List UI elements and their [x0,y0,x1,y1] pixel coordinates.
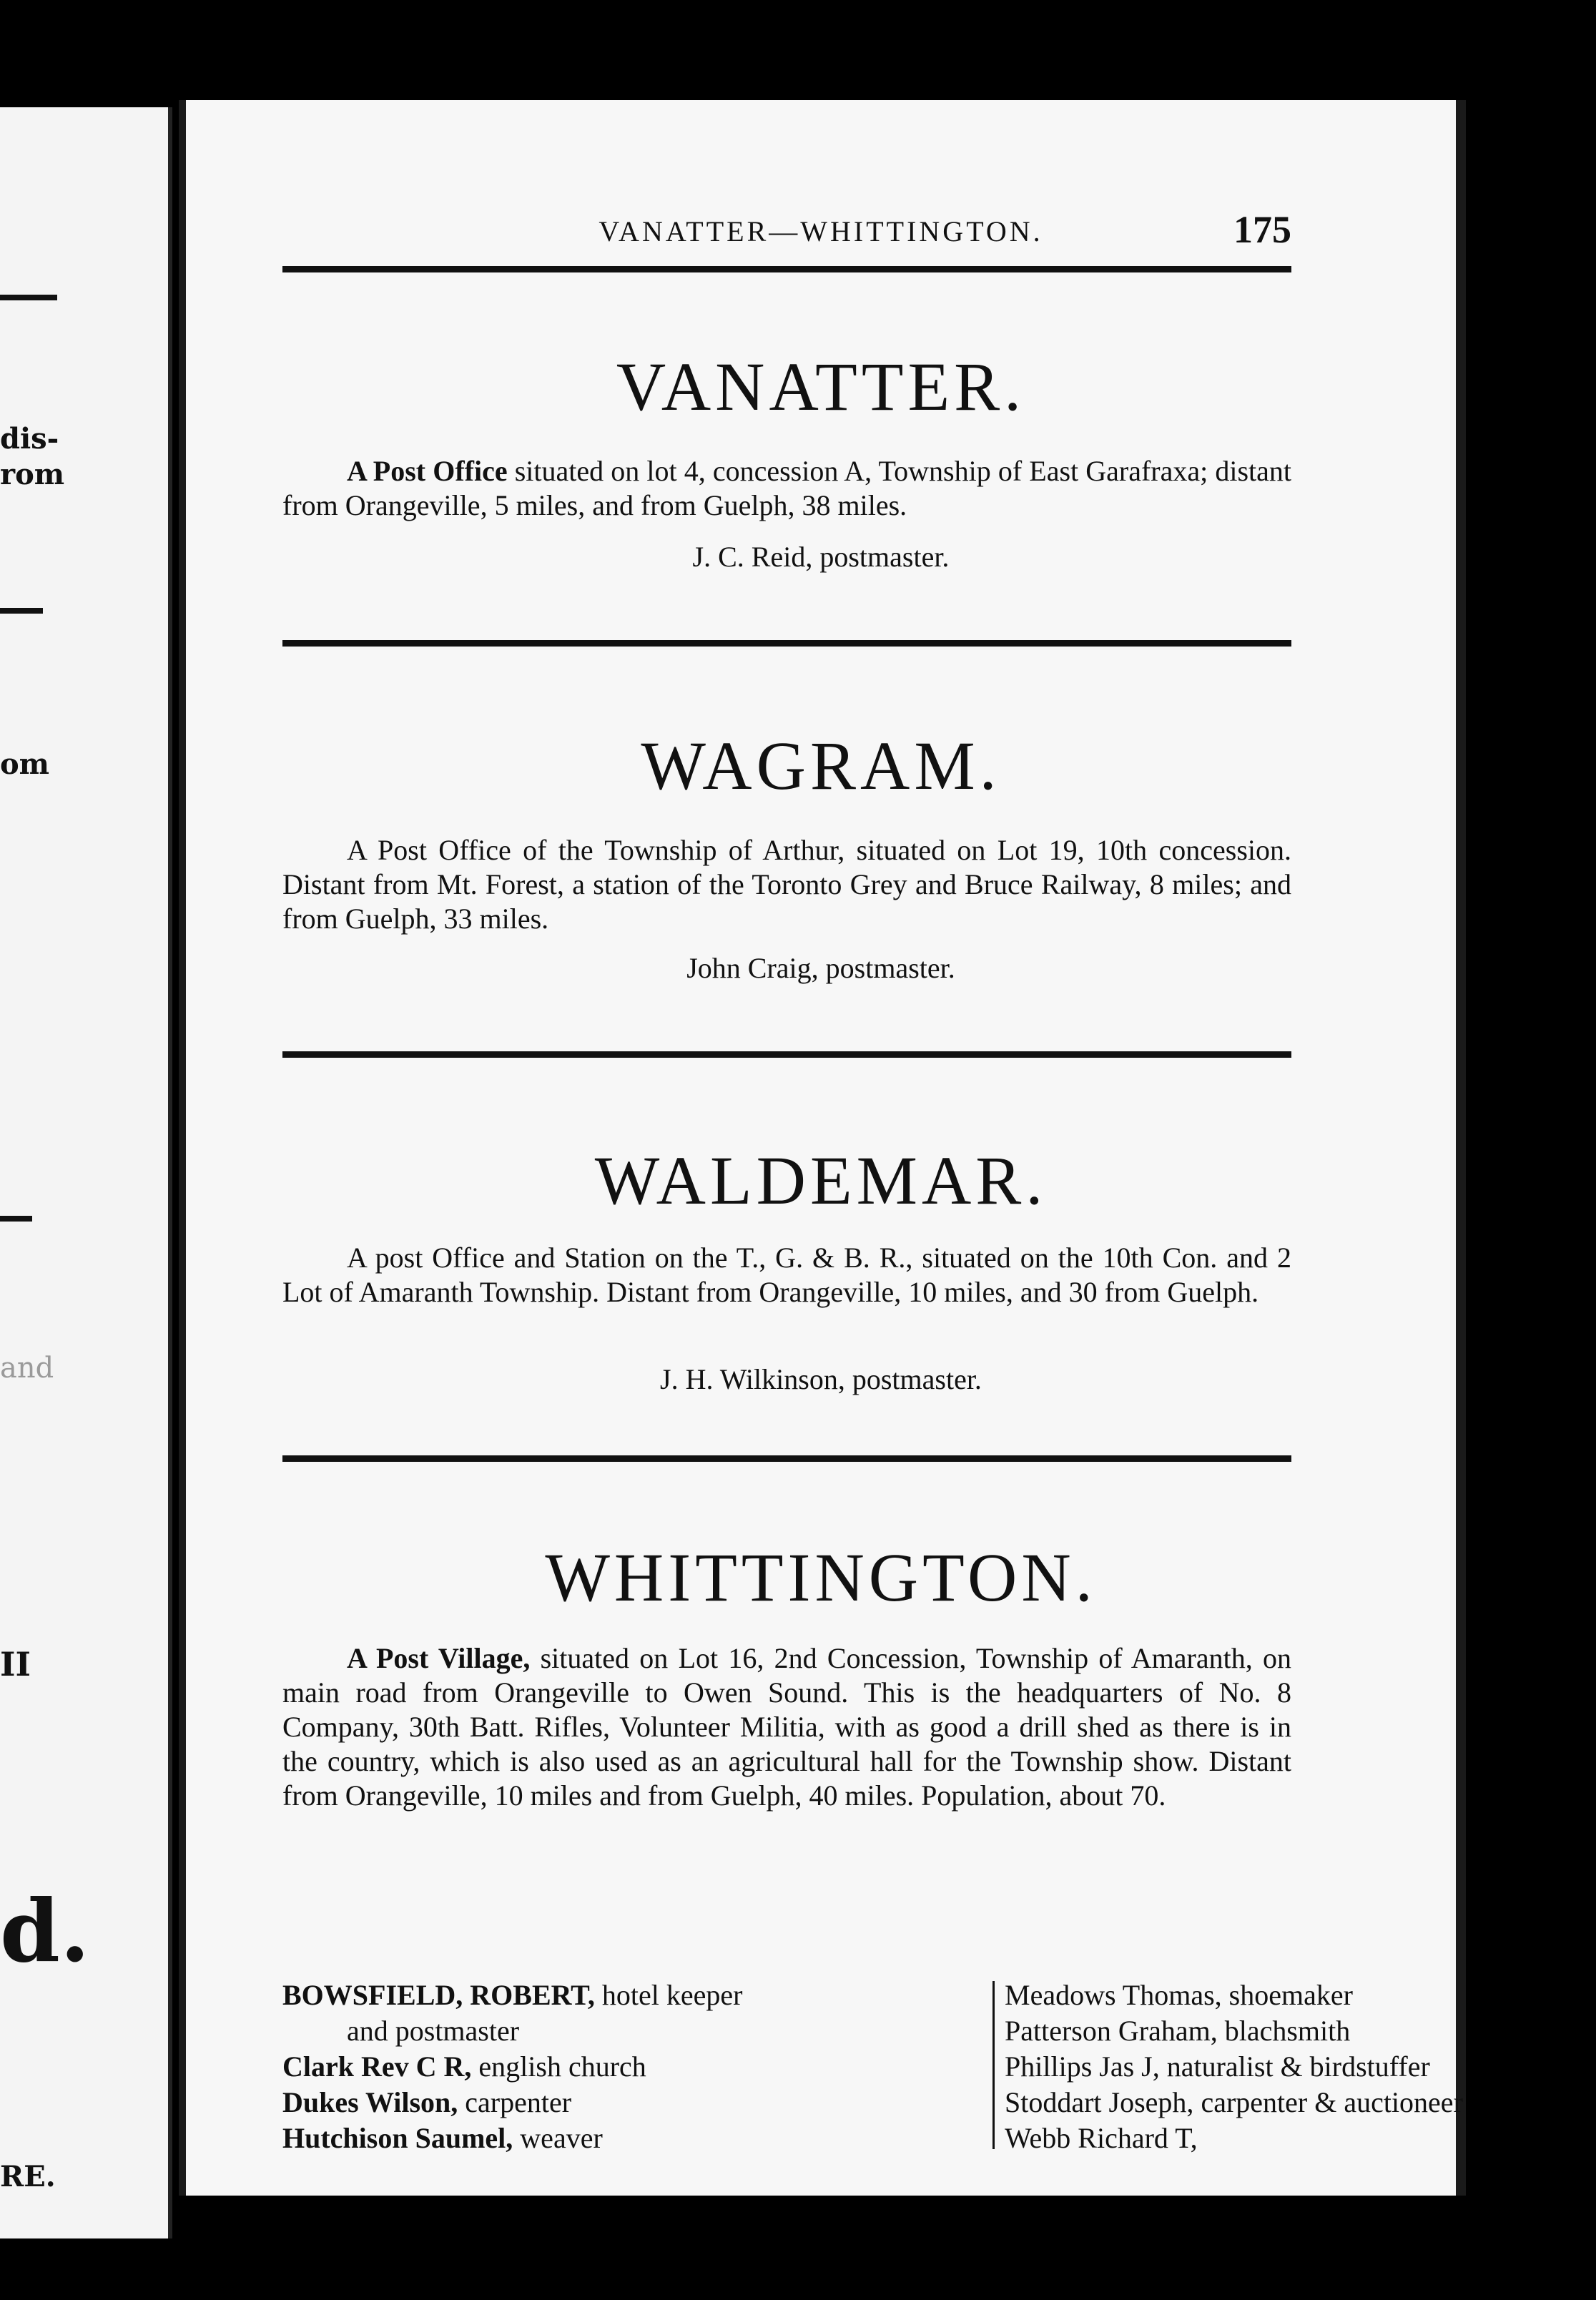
entry-name: Hutchison Saumel, [282,2122,513,2154]
section-body: situated on lot 4, concession A, Township of East Garafraxa; distant from Orangeville, 5 miles, and from Guelph, 38 miles. [282,455,1292,521]
directory-entry [1005,2085,1463,2120]
left-fragment-5: ΙΙ [0,1645,31,1684]
section-rule [282,1051,1291,1058]
section-body: situated on Lot 16, 2nd Concession, Township of Amaranth, on main road from Orangeville to Owen Sound. This is the headquarters of No. 8 Company, 30th Batt. Rifles, Volunteer Militia, with as good a drill shed as there is in the country, which is also used as an agricultural hall for the Township show. Distant from Orangeville, 10 miles and from Guelph, 40 miles. Population, about 70. [282,1642,1291,1812]
entry-name: Patterson Graham, [1005,2015,1218,2047]
postmaster-wagram: John Craig, postmaster. [686,952,955,984]
section-text-vanatter [282,454,1291,523]
directory-entry [1005,2013,1463,2049]
entry-detail: and postmaster [347,2015,520,2047]
directory-entry [282,2049,742,2085]
section-lead: A Post Village, [347,1642,531,1674]
page-number: 175 [1233,208,1291,251]
entry-name: BOWSFIELD, ROBERT, [282,1979,595,2011]
directory-entry [282,2085,742,2120]
entry-detail: carpenter [458,2086,572,2118]
directory-entry-continued [282,2013,742,2049]
entry-name: Stoddart Joseph, [1005,2086,1194,2118]
entry-detail: carpenter & auctioneer [1193,2086,1463,2118]
directory-column-right [1005,1977,1463,2156]
section-text-whittington [282,1641,1291,1813]
directory-entry [1005,1977,1463,2013]
entry-name: Clark Rev C R, [282,2050,472,2083]
section-rule [282,640,1291,647]
entry-name: Dukes Wilson, [282,2086,458,2118]
section-title-vanatter: VANATTER. [616,348,1026,425]
entry-name: Meadows Thomas, [1005,1979,1222,2011]
running-head: VANATTER—WHITTINGTON. [598,215,1043,247]
left-fragment-6: d. [0,1881,90,1982]
entry-detail: naturalist & birdstuffer [1159,2050,1430,2083]
postmaster-waldemar: J. H. Wilkinson, postmaster. [660,1363,982,1395]
entry-name: Webb Richard T, [1005,2122,1198,2154]
entry-name: Phillips Jas J, [1005,2050,1160,2083]
section-lead: A Post Office [347,455,508,487]
directory-page [179,100,1466,2196]
section-title-waldemar: WALDEMAR. [594,1142,1048,1219]
entry-detail: shoemaker [1221,1979,1353,2011]
header-rule [282,266,1291,272]
column-divider [992,1981,995,2149]
left-fragment-7: RE. [0,2160,56,2193]
left-fragment-3: om [0,747,50,781]
section-title-whittington: WHITTINGTON. [545,1539,1097,1616]
left-page-rule [0,295,57,300]
left-fragment-2: rom [0,458,65,491]
entry-detail: hotel keeper [594,1979,743,2011]
section-body: A Post Office of the Township of Arthur, situated on Lot 19, 10th concession. Distant from Mt. Forest, a station of the Toronto Grey and Bruce Railway, 8 miles; and from Guelph, 33 miles. [282,834,1291,935]
entry-detail: english church [471,2050,646,2083]
left-fragment-4: and [0,1352,54,1385]
postmaster-vanatter: J. C. Reid, postmaster. [692,541,950,573]
section-text-wagram [282,833,1291,936]
directory-entry [1005,2049,1463,2085]
directory-entry [282,2120,742,2156]
left-page-fragment [0,107,172,2238]
directory-entry [1005,2120,1463,2156]
directory-entry [282,1977,742,2013]
section-rule [282,1455,1291,1462]
section-text-waldemar [282,1241,1291,1309]
section-body: A post Office and Station on the T., G. & B. R., situated on the 10th Con. and 2 Lot of Amaranth Township. Distant from Orangeville, 10 miles, and 30 from Guelph. [282,1242,1291,1308]
section-title-wagram: WAGRAM. [641,727,1001,804]
left-page-rule [0,1216,32,1222]
left-fragment-1: dis- [0,422,59,456]
entry-detail: weaver [513,2122,603,2154]
entry-detail: blachsmith [1217,2015,1351,2047]
left-page-rule [0,608,43,614]
directory-column-left [282,1977,742,2156]
